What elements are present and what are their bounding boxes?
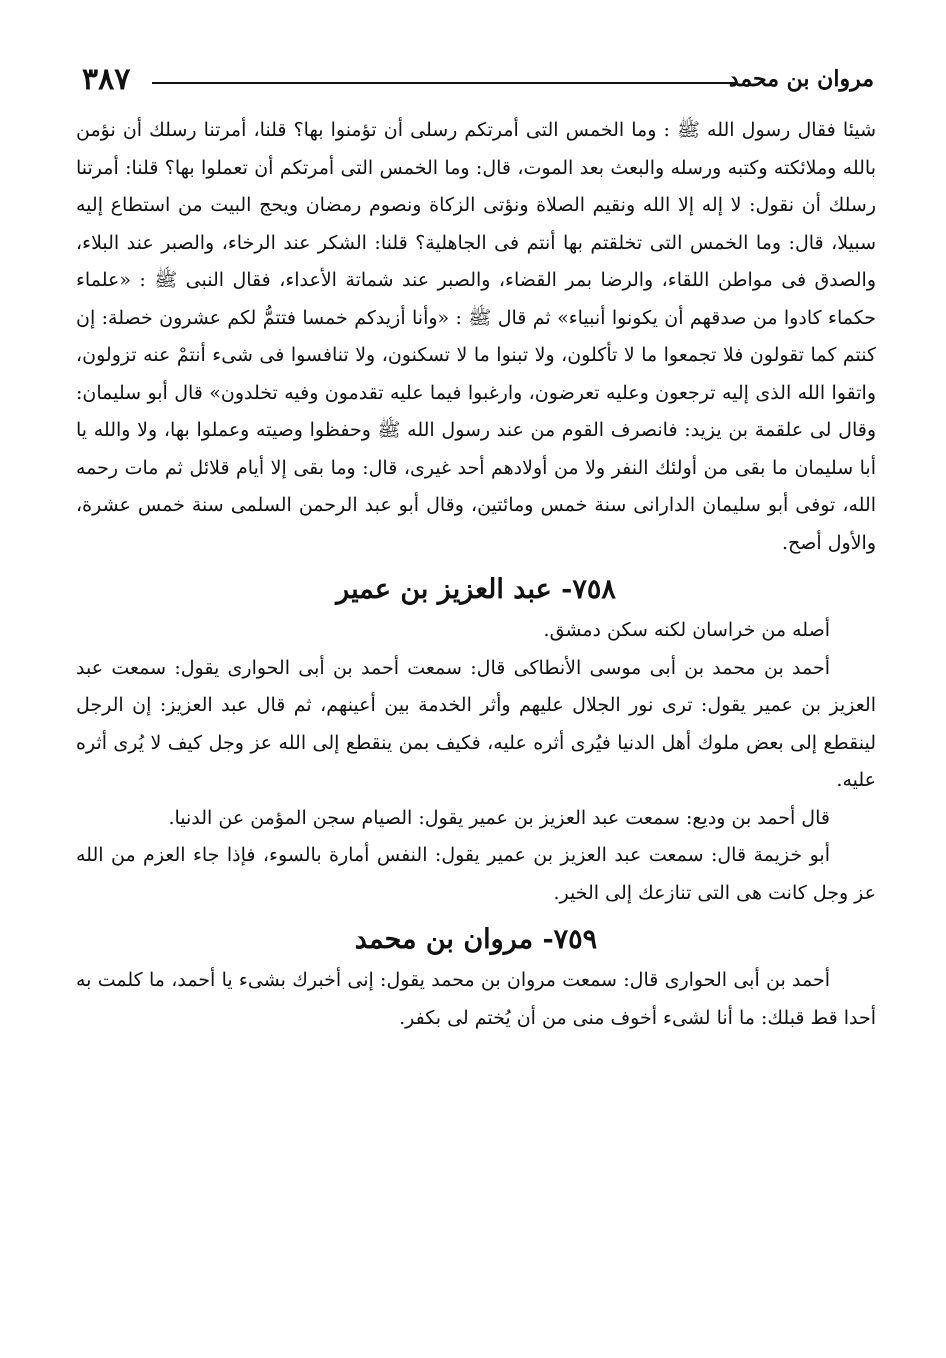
body-paragraph: أصله من خراسان لكنه سكن دمشق. bbox=[543, 619, 830, 641]
section-heading: ٧٥٩- مروان بن محمد bbox=[354, 924, 598, 955]
header-rule bbox=[152, 82, 736, 84]
section-marwan bbox=[76, 920, 876, 1037]
running-title: مروان بن محمد bbox=[728, 66, 874, 92]
section-heading: ٧٥٨- عبد العزيز بن عمير bbox=[336, 574, 616, 605]
page-body bbox=[76, 112, 876, 1037]
body-paragraph: أحمد بن محمد بن أبى موسى الأنطاكى قال: سمعت أحمد بن أبى الحوارى يقول: سمعت عبد العزيز بن عمير يقول: ترى نور الجلال عليهم وأثر الخدمة بين أعينهم، ثم قال عبد العزيز: إن الرجل لينقطع إلى بعض ملوك أهل الدنيا فيُرى أثره عليه، فكيف بمن ينقطع إلى الله عز وجل كيف لا يُرى أثره عليه. bbox=[76, 656, 876, 791]
body-paragraph: قال أحمد بن وديع: سمعت عبد العزيز بن عمير يقول: الصيام سجن المؤمن عن الدنيا. bbox=[168, 806, 830, 829]
section-abd-al-aziz bbox=[76, 570, 876, 912]
body-paragraph: أحمد بن أبى الحوارى قال: سمعت مروان بن محمد يقول: إنى أخبرك بشىء يا أحمد، ما كلمت به أحدا قط قبلك: ما أنا لشىء أخوف منى من أن يُختم لى بكفر. bbox=[76, 969, 876, 1029]
page-number: ٣٨٧ bbox=[82, 62, 131, 97]
page-header bbox=[82, 62, 874, 106]
body-paragraph: شيئا فقال رسول الله ﷺ : وما الخمس التى أمرتكم رسلى أن تؤمنوا بها؟ قلنا، أمرتنا رسلك أن نؤمن بالله وملائكته وكتبه ورسله والبعث بعد الموت، قال: وما الخمس التى أمرتكم أن تعملوا بها؟ قلنا: أمرتنا رسلك أن نقول: لا إله إلا الله ونقيم الصلاة ونؤتى الزكاة ونصوم رمضان ويحج البيت من استطاع إليه سبيلا، قال: وما الخمس التى تخلقتم بها أنتم فى الجاهلية؟ قلنا: الشكر عند الرخاء، والصبر عند البلاء، والصدق فى مواطن اللقاء، والرضا بمر القضاء، والصبر عند شماتة الأعداء، فقال النبى ﷺ : «علماء حكماء كادوا من صدقهم أن يكونوا أنبياء» ثم قال ﷺ : «وأنا أزيدكم خمسا فتتمُّ لكم عشرون خصلة: إن كنتم كما تقولون فلا تجمعوا ما لا تأكلون، ولا تبنوا ما لا تسكنون، ولا تنافسوا فى شىء أنتمْ عنه تزولون، واتقوا الله الذى إليه ترجعون وعليه تعرضون، وارغبوا فيما عليه تقدمون وفيه تخلدون» قال أبو سليمان: وقال لى علقمة بن يزيد: فانصرف القوم من عند رسول الله ﷺ وحفظوا وصيته وعملوا بها، ولا والله يا أبا سليمان ما بقى من أولئك النفر ولا من أولادهم أحد غيرى، قال: وما بقى إلا أيام قلائل ثم مات رحمه الله، توفى أبو سليمان الدارانى سنة خمس ومائتين، وقال أبو عبد الرحمن السلمى سنة خمس عشرة، والأول أصح. bbox=[76, 119, 876, 554]
body-paragraph: أبو خزيمة قال: سمعت عبد العزيز بن عمير يقول: النفس أمارة بالسوء، فإذا جاء العزم من الله عز وجل كانت هى التى تنازعك إلى الخير. bbox=[76, 844, 876, 904]
